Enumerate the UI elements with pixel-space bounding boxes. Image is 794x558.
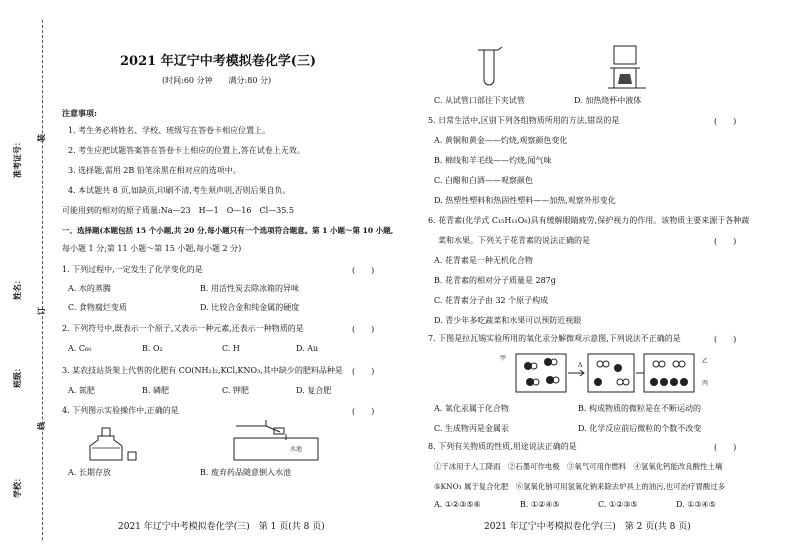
answer-paren-8: ( ) (714, 443, 737, 452)
notice-heading: 注意事项: (62, 108, 97, 118)
reagent-bottle-illustration (84, 422, 144, 462)
q8-option-a: A. ①②③⑤⑥ (434, 500, 481, 509)
q2-option-d: D. Au (296, 344, 319, 353)
answer-paren-2: ( ) (352, 325, 375, 334)
q5-option-d: D. 热塑性塑料和热固性塑料——加热,观察外形变化 (434, 196, 616, 205)
q5-option-c: C. 白醋和白酒——观察颜色 (434, 176, 533, 185)
cut-mark-bind: 装 (36, 134, 46, 142)
question-6: 6. 花青素(化学式 C₁₅H₁₁O₆)具有缓解眼睛疲劳,保护视力的作用。该物质主要来源于各种蔬 (428, 216, 750, 225)
question-4: 4. 下列图示实验操作中,正确的是 (62, 406, 179, 415)
notice-2: 2. 考生应把试题答案答在答卷卡上相应的位置上,答在试卷上无效。 (68, 146, 305, 155)
notice-3: 3. 选择题,需用 2B 铅笔涂黑在相对应的选项中。 (68, 166, 241, 175)
page-title: 2021 年辽宁中考模拟卷化学(三) (120, 54, 317, 69)
exam-meta: (时间:60 分钟 满分:80 分) (162, 76, 272, 85)
question-7: 7. 下图是拉瓦锡实验所用的氧化汞分解微观示意图,下列说法不正确的是 (428, 334, 681, 343)
sink-label: 水池 (290, 446, 303, 453)
question-1: 1. 下列过程中,一定发生了化学变化的是 (62, 265, 203, 274)
question-3: 3. 某农技站货架上代售的化肥有 CO(NH₂)₂,KCl,KNO₃,其中缺少的肥料品种是 (62, 366, 343, 375)
q3-option-a: A. 氮肥 (68, 386, 95, 395)
class-label: 班级： (12, 364, 22, 388)
beaker-heating-illustration (604, 40, 654, 92)
q2-option-c: C. H (222, 344, 240, 353)
answer-paren-1: ( ) (352, 266, 375, 275)
q1-option-d: D. 比较合金和纯金属的硬度 (200, 303, 300, 312)
section-1-note: 每小题 1 分;第 11 小题～第 15 小题,每小题 2 分) (62, 244, 242, 253)
seat-number-label: 准考证号： (12, 138, 22, 178)
diagram-label-a: 甲 (500, 355, 507, 362)
cut-mark-line: 线 (36, 422, 46, 430)
school-label: 学校： (12, 474, 22, 498)
q4-option-a: A. 长期存放 (68, 468, 111, 477)
q1-option-b: B. 用活性炭去除冰箱的异味 (200, 284, 299, 293)
q8-option-d: D. ①③④⑤ (676, 500, 716, 509)
diagram-label-b: 乙 (702, 358, 709, 365)
q4-option-b: B. 废弃药品随意倒入水池 (200, 468, 291, 477)
q8-statements-2: ⑤KNO₃ 属于复合化肥 ⑥氢氧化钠可用氢氧化钠来除去炉具上的油污,也可治疗胃酸过多 (434, 482, 726, 491)
question-8: 8. 下列有关物质的性质,用途说法正确的是 (428, 442, 577, 451)
test-tube-illustration (470, 44, 520, 90)
q1-option-c: C. 食物腐烂变质 (68, 303, 127, 312)
page-1-footer: 2021 年辽宁中考模拟卷化学(三) 第 1 页(共 8 页) (118, 522, 325, 532)
notice-4: 4. 本试题共 8 页,如缺页,印刷不清,考生须声明,否则后果自负。 (68, 186, 291, 195)
q7-option-b: B. 构成物质的微粒是在不断运动的 (578, 404, 701, 413)
answer-paren-7: ( ) (714, 335, 737, 344)
q6-option-b: B. 花青素的相对分子质量是 287g (434, 276, 556, 285)
question-5: 5. 日常生活中,区别下列各组物质所用的方法,错误的是 (428, 116, 620, 125)
q2-option-b: B. O₂ (142, 344, 163, 353)
q4-option-c: C. 从试管口部往下夹试管 (434, 96, 525, 105)
answer-paren-5: ( ) (714, 117, 737, 126)
cut-line (42, 20, 43, 540)
q8-option-c: C. ①②③⑤ (598, 500, 638, 509)
page-2-footer: 2021 年辽宁中考模拟卷化学(三) 第 2 页(共 8 页) (484, 522, 691, 532)
q2-option-a: A. C₆₀ (68, 344, 92, 353)
q3-option-d: D. 复合肥 (296, 386, 332, 395)
q7-option-c: C. 生成物丙是金属汞 (434, 424, 509, 433)
binding-margin (0, 0, 46, 558)
q6-option-c: C. 花青素分子由 32 个原子构成 (434, 296, 549, 305)
q6-option-a: A. 花青素是一种无机化合物 (434, 256, 533, 265)
section-1-heading: 一、选择题(本题包括 15 个小题,共 20 分,每小题只有一个选项符合题意。第 1 小题～第 10 小题, (62, 226, 394, 235)
q7-option-a: A. 氧化汞属于化合物 (434, 404, 509, 413)
q5-option-a: A. 黄铜和黄金——灼烧,观察颜色变化 (434, 136, 568, 145)
q1-option-a: A. 水的蒸腾 (68, 284, 111, 293)
q7-option-d: D. 化学反应前后微粒的个数不改变 (578, 424, 702, 433)
atomic-mass: 可能用到的相对的原子质量:Na—23 H—1 O—16 Cl—35.5 (62, 206, 294, 215)
answer-paren-6: ( ) (714, 237, 737, 246)
question-2: 2. 下列符号中,既表示一个原子,又表示一种元素,还表示一种物质的是 (62, 324, 304, 333)
notice-1: 1. 考生务必将姓名、学校、班级写在答卷卡相应位置上。 (68, 126, 271, 135)
q3-option-b: B. 磷肥 (142, 386, 169, 395)
q6-option-d: D. 青少年多吃蔬菜和水果可以预防近视眼 (434, 316, 582, 325)
answer-paren-3: ( ) (352, 367, 375, 376)
name-label: 姓名： (12, 276, 22, 300)
diagram-arrow-label: A (578, 362, 583, 369)
q3-option-c: C. 钾肥 (222, 386, 249, 395)
cut-mark-order: 订 (36, 307, 46, 315)
q8-statements-1: ①干冰用于人工降雨 ②石墨可作电极 ③氧气可用作燃料 ④氢氧化钙能改良酸性土壤 (434, 462, 723, 471)
q8-option-b: B. ①②④⑤ (520, 500, 560, 509)
question-6-cont: 菜和水果。下列关于花青素的说法正确的是 (438, 236, 590, 245)
mercury-oxide-diagram (510, 352, 700, 394)
q5-option-b: B. 棉线和羊毛线——灼烧,闻气味 (434, 156, 552, 165)
answer-paren-4: ( ) (352, 407, 375, 416)
q4-option-d: D. 加热烧杯中液体 (574, 96, 642, 105)
diagram-label-c: 丙 (702, 380, 709, 387)
sink-illustration (226, 418, 326, 464)
